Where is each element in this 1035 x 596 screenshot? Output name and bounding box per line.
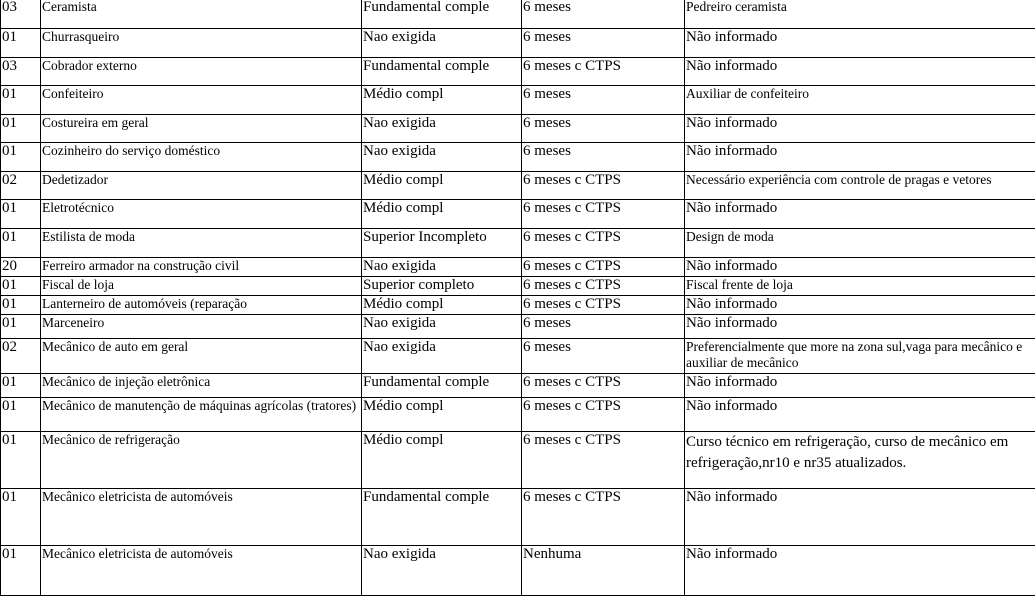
vacancy-count: 01 — [1, 29, 41, 58]
experience-requirement: 6 meses — [522, 0, 685, 29]
occupation: Costureira em geral — [41, 115, 362, 143]
table-row — [1, 172, 1035, 200]
notes: Não informado — [685, 374, 1035, 398]
education-requirement: Médio compl — [362, 200, 522, 229]
vacancy-count: 20 — [1, 258, 41, 277]
experience-requirement: 6 meses c CTPS — [522, 432, 685, 489]
vacancy-count: 01 — [1, 489, 41, 546]
experience-requirement: 6 meses c CTPS — [522, 172, 685, 200]
notes: Não informado — [685, 296, 1035, 315]
education-requirement: Fundamental comple — [362, 489, 522, 546]
notes: Não informado — [685, 315, 1035, 339]
experience-requirement: 6 meses — [522, 143, 685, 172]
notes: Não informado — [685, 398, 1035, 432]
experience-requirement: 6 meses c CTPS — [522, 398, 685, 432]
occupation: Mecânico de refrigeração — [41, 432, 362, 489]
table-row — [1, 315, 1035, 339]
notes: Não informado — [685, 143, 1035, 172]
vacancy-count: 03 — [1, 58, 41, 86]
table-row — [1, 339, 1035, 374]
table-row — [1, 432, 1035, 489]
education-requirement: Nao exigida — [362, 115, 522, 143]
vacancy-count: 01 — [1, 546, 41, 596]
vacancy-count: 01 — [1, 115, 41, 143]
occupation: Ferreiro armador na construção civil — [41, 258, 362, 277]
occupation: Cozinheiro do serviço doméstico — [41, 143, 362, 172]
notes: Não informado — [685, 29, 1035, 58]
notes: Não informado — [685, 200, 1035, 229]
notes: Fiscal frente de loja — [685, 277, 1035, 296]
education-requirement: Nao exigida — [362, 315, 522, 339]
experience-requirement: 6 meses c CTPS — [522, 200, 685, 229]
notes: Pedreiro ceramista — [685, 0, 1035, 29]
table-row — [1, 200, 1035, 229]
education-requirement: Médio compl — [362, 398, 522, 432]
occupation: Mecânico de injeção eletrônica — [41, 374, 362, 398]
experience-requirement: 6 meses — [522, 115, 685, 143]
notes: Não informado — [685, 546, 1035, 596]
education-requirement: Nao exigida — [362, 258, 522, 277]
table-row — [1, 86, 1035, 115]
experience-requirement: 6 meses c CTPS — [522, 258, 685, 277]
table-row — [1, 58, 1035, 86]
notes: Não informado — [685, 58, 1035, 86]
education-requirement: Nao exigida — [362, 143, 522, 172]
education-requirement: Fundamental comple — [362, 58, 522, 86]
education-requirement: Nao exigida — [362, 339, 522, 374]
vacancy-count: 01 — [1, 277, 41, 296]
occupation: Mecânico de auto em geral — [41, 339, 362, 374]
notes: Não informado — [685, 115, 1035, 143]
occupation: Marceneiro — [41, 315, 362, 339]
vacancy-count: 02 — [1, 172, 41, 200]
notes: Auxiliar de confeiteiro — [685, 86, 1035, 115]
vacancy-count: 01 — [1, 143, 41, 172]
experience-requirement: 6 meses c CTPS — [522, 489, 685, 546]
occupation: Mecânico de manutenção de máquinas agrícolas (tratores) — [41, 398, 362, 432]
experience-requirement: 6 meses c CTPS — [522, 374, 685, 398]
experience-requirement: 6 meses — [522, 86, 685, 115]
vacancy-count: 01 — [1, 432, 41, 489]
table-row — [1, 296, 1035, 315]
notes: Não informado — [685, 258, 1035, 277]
table-row — [1, 258, 1035, 277]
table-row — [1, 277, 1035, 296]
education-requirement: Fundamental comple — [362, 374, 522, 398]
education-requirement: Superior completo — [362, 277, 522, 296]
occupation: Eletrotécnico — [41, 200, 362, 229]
occupation: Cobrador externo — [41, 58, 362, 86]
education-requirement: Médio compl — [362, 432, 522, 489]
experience-requirement: 6 meses c CTPS — [522, 229, 685, 258]
vacancy-count: 03 — [1, 0, 41, 29]
table-row — [1, 29, 1035, 58]
education-requirement: Nao exigida — [362, 29, 522, 58]
vacancy-count: 02 — [1, 339, 41, 374]
table-row — [1, 489, 1035, 546]
education-requirement: Nao exigida — [362, 546, 522, 596]
experience-requirement: 6 meses — [522, 29, 685, 58]
notes: Necessário experiência com controle de pragas e vetores — [685, 172, 1035, 200]
experience-requirement: 6 meses c CTPS — [522, 277, 685, 296]
education-requirement: Fundamental comple — [362, 0, 522, 29]
occupation: Lanterneiro de automóveis (reparação — [41, 296, 362, 315]
education-requirement: Superior Incompleto — [362, 229, 522, 258]
notes: Curso técnico em refrigeração, curso de mecânico em refrigeração,nr10 e nr35 atualizados. — [685, 432, 1035, 489]
vacancy-count: 01 — [1, 374, 41, 398]
notes: Não informado — [685, 489, 1035, 546]
table-row — [1, 546, 1035, 596]
notes: Design de moda — [685, 229, 1035, 258]
table-row — [1, 0, 1035, 29]
occupation: Ceramista — [41, 0, 362, 29]
notes: Preferencialmente que more na zona sul,vaga para mecânico e auxiliar de mecânico — [685, 339, 1035, 374]
table-row — [1, 398, 1035, 432]
education-requirement: Médio compl — [362, 86, 522, 115]
occupation: Confeiteiro — [41, 86, 362, 115]
education-requirement: Médio compl — [362, 296, 522, 315]
vacancy-count: 01 — [1, 398, 41, 432]
vacancy-count: 01 — [1, 200, 41, 229]
table-row — [1, 229, 1035, 258]
experience-requirement: 6 meses c CTPS — [522, 296, 685, 315]
vacancy-count: 01 — [1, 296, 41, 315]
occupation: Estilista de moda — [41, 229, 362, 258]
occupation: Mecânico eletricista de automóveis — [41, 546, 362, 596]
experience-requirement: 6 meses c CTPS — [522, 58, 685, 86]
occupation: Churrasqueiro — [41, 29, 362, 58]
vacancy-count: 01 — [1, 229, 41, 258]
occupation: Fiscal de loja — [41, 277, 362, 296]
occupation: Mecânico eletricista de automóveis — [41, 489, 362, 546]
experience-requirement: 6 meses — [522, 339, 685, 374]
education-requirement: Médio compl — [362, 172, 522, 200]
table-row — [1, 115, 1035, 143]
experience-requirement: 6 meses — [522, 315, 685, 339]
table-row — [1, 143, 1035, 172]
vacancy-count: 01 — [1, 315, 41, 339]
vacancy-count: 01 — [1, 86, 41, 115]
experience-requirement: Nenhuma — [522, 546, 685, 596]
occupation: Dedetizador — [41, 172, 362, 200]
table-row — [1, 374, 1035, 398]
